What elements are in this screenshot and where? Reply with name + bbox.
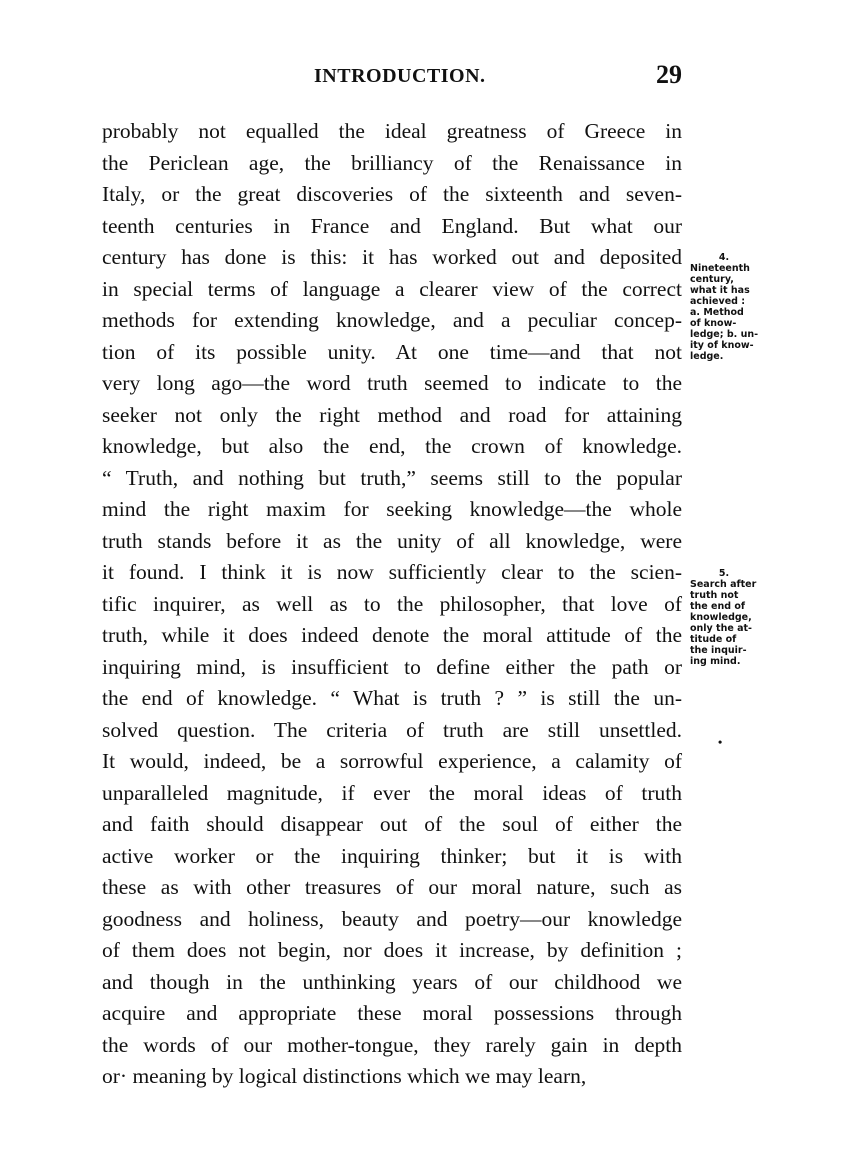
text-line: century has done is this: it has worked out and deposited — [102, 245, 682, 269]
sidenote-line: of know- — [690, 318, 737, 329]
text-line: tion of its possible unity. At one time—and that not — [102, 339, 682, 364]
text-line: in special terms of language a clearer view of the correct — [102, 276, 682, 301]
text-line: of them does not begin, nor does it increase, by definition ; — [102, 938, 682, 962]
running-title: INTRODUCTION. — [314, 65, 486, 87]
sidenote-line: ing mind. — [690, 656, 741, 667]
text-line: methods for extending knowledge, and a peculiar concep- — [102, 308, 682, 332]
sidenote-line: Search after — [690, 579, 757, 590]
text-line: tific inquirer, as well as to the philosopher, that love of — [102, 591, 682, 616]
text-line: truth stands before it as the unity of all knowledge, were — [102, 528, 682, 553]
text-line: teenth centuries in France and England. But what our — [102, 213, 682, 238]
sidenote-line: what it has — [690, 285, 750, 296]
text-line: and though in the unthinking years of our childhood we — [102, 969, 682, 994]
sidenote-line: achieved : — [690, 296, 746, 307]
text-line: mind the right maxim for seeking knowledge—the whole — [102, 497, 682, 521]
text-line: goodness and holiness, beauty and poetry—our knowledge — [102, 906, 682, 931]
text-line: seeker not only the right method and road for attaining — [102, 402, 682, 427]
text-line: It would, indeed, be a sorrowful experience, a calamity of — [102, 749, 682, 773]
sidenote-line: ity of know- — [690, 340, 754, 351]
text-line: probably not equalled the ideal greatness of Greece in — [102, 119, 682, 143]
text-line: truth, while it does indeed denote the moral attitude of the — [102, 623, 682, 647]
text-line: active worker or the inquiring thinker; but it is with — [102, 843, 682, 868]
sidenote-line: a. Method — [690, 307, 744, 318]
text-line: Italy, or the great discoveries of the sixteenth and seven- — [102, 182, 682, 206]
text-line: or· meaning by logical distinctions which we may learn, — [102, 1064, 587, 1088]
sidenote-number: 4. — [718, 252, 730, 263]
text-line: very long ago—the word truth seemed to indicate to the — [102, 371, 682, 395]
text-line: the Periclean age, the brilliancy of the Renaissance in — [102, 150, 682, 175]
text-line: solved question. The criteria of truth are still unsettled. — [102, 717, 682, 742]
text-line: the end of knowledge. “ What is truth ? ” is still the un- — [102, 686, 682, 710]
sidenote-line: the inquir- — [690, 645, 747, 656]
sidenote-number: 5. — [718, 568, 730, 579]
text-line: acquire and appropriate these moral possessions through — [102, 1001, 682, 1025]
text-line: unparalleled magnitude, if ever the moral ideas of truth — [102, 780, 682, 805]
body-text — [102, 116, 682, 1093]
text-line: it found. I think it is now sufficiently clear to the scien- — [102, 560, 682, 584]
text-line: the words of our mother-tongue, they rarely gain in depth — [102, 1032, 682, 1057]
sidenote-line: century, — [690, 274, 734, 285]
sidenote-line: ledge. — [690, 351, 724, 362]
sidenote-line: truth not — [690, 590, 739, 601]
sidenote-line: the end of — [690, 601, 746, 612]
sidenote-line: ledge; b. un- — [690, 329, 759, 340]
text-line: “ Truth, and nothing but truth,” seems still to the popular — [102, 465, 682, 490]
text-line: knowledge, but also the end, the crown of knowledge. — [102, 434, 682, 458]
sidenote-4 — [690, 252, 770, 362]
text-line: inquiring mind, is insufficient to define either the path or — [102, 654, 682, 679]
stray-ink-mark: • — [718, 735, 723, 749]
text-line: and faith should disappear out of the soul of either the — [102, 812, 682, 836]
sidenote-line: Nineteenth — [690, 263, 750, 274]
page-number: 29 — [656, 60, 682, 89]
sidenote-5 — [690, 568, 770, 667]
sidenote-line: titude of — [690, 634, 737, 645]
sidenote-line: knowledge, — [690, 612, 752, 623]
text-line: these as with other treasures of our moral nature, such as — [102, 875, 682, 899]
running-head — [102, 60, 682, 94]
sidenote-line: only the at- — [690, 623, 752, 634]
